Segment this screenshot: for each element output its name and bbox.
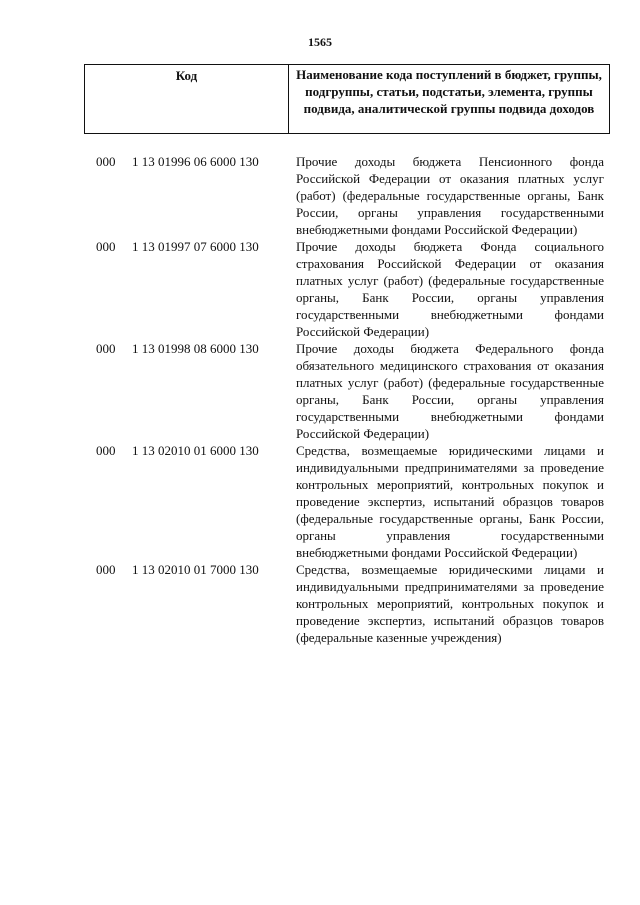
row-description: Прочие доходы бюджета Фонда социального страхования Российской Федерации от оказания платных услуг (работ) (федеральные государственные органы, Банк России, органы управления государственными внебюджетными фондами Российской Федерации)	[296, 239, 604, 339]
header-name-label: Наименование кода поступлений в бюджет, группы, подгруппы, статьи, подстатьи, элемента, группы подвида, аналитической группы подвида доходов	[296, 67, 602, 116]
row-description: Средства, возмещаемые юридическими лицами и индивидуальными предпринимателями за проведение контрольных мероприятий, контрольных покупок и проведение экспертиз, испытаний образцов товаров (федеральные государственные органы, Банк России, органы управления государственными внебюджетными фондами Российской Федерации)	[296, 443, 604, 560]
row-code: 1 13 01997 07 6000 130	[132, 239, 259, 254]
table-header	[84, 64, 610, 134]
row-code: 1 13 01996 06 6000 130	[132, 154, 259, 169]
header-code-label: Код	[85, 65, 289, 133]
table-row	[96, 442, 606, 561]
row-prefix: 000	[96, 341, 116, 356]
table-row	[96, 561, 606, 646]
table-row	[96, 153, 606, 238]
row-prefix: 000	[96, 154, 116, 169]
row-description: Прочие доходы бюджета Федерального фонда обязательного медицинского страхования от оказания платных услуг (работ) (федеральные государственные органы, Банк России, органы управления государственными внебюджетными фондами Российской Федерации)	[296, 341, 604, 441]
row-code: 1 13 01998 08 6000 130	[132, 341, 259, 356]
row-prefix: 000	[96, 562, 116, 577]
row-code: 1 13 02010 01 7000 130	[132, 562, 259, 577]
row-prefix: 000	[96, 239, 116, 254]
page-number: 1565	[308, 35, 332, 49]
table-row	[96, 238, 606, 340]
row-description: Средства, возмещаемые юридическими лицами и индивидуальными предпринимателями за проведение контрольных мероприятий, контрольных покупок и проведение экспертиз, испытаний образцов товаров (федеральные казенные учреждения)	[296, 562, 604, 645]
table-body	[96, 153, 606, 646]
table-row	[96, 340, 606, 442]
row-code: 1 13 02010 01 6000 130	[132, 443, 259, 458]
row-prefix: 000	[96, 443, 116, 458]
row-description: Прочие доходы бюджета Пенсионного фонда Российской Федерации от оказания платных услуг (работ) (федеральные государственные органы, Банк России, органы управления государственными внебюджетными фондами Российской Федерации)	[296, 154, 604, 237]
